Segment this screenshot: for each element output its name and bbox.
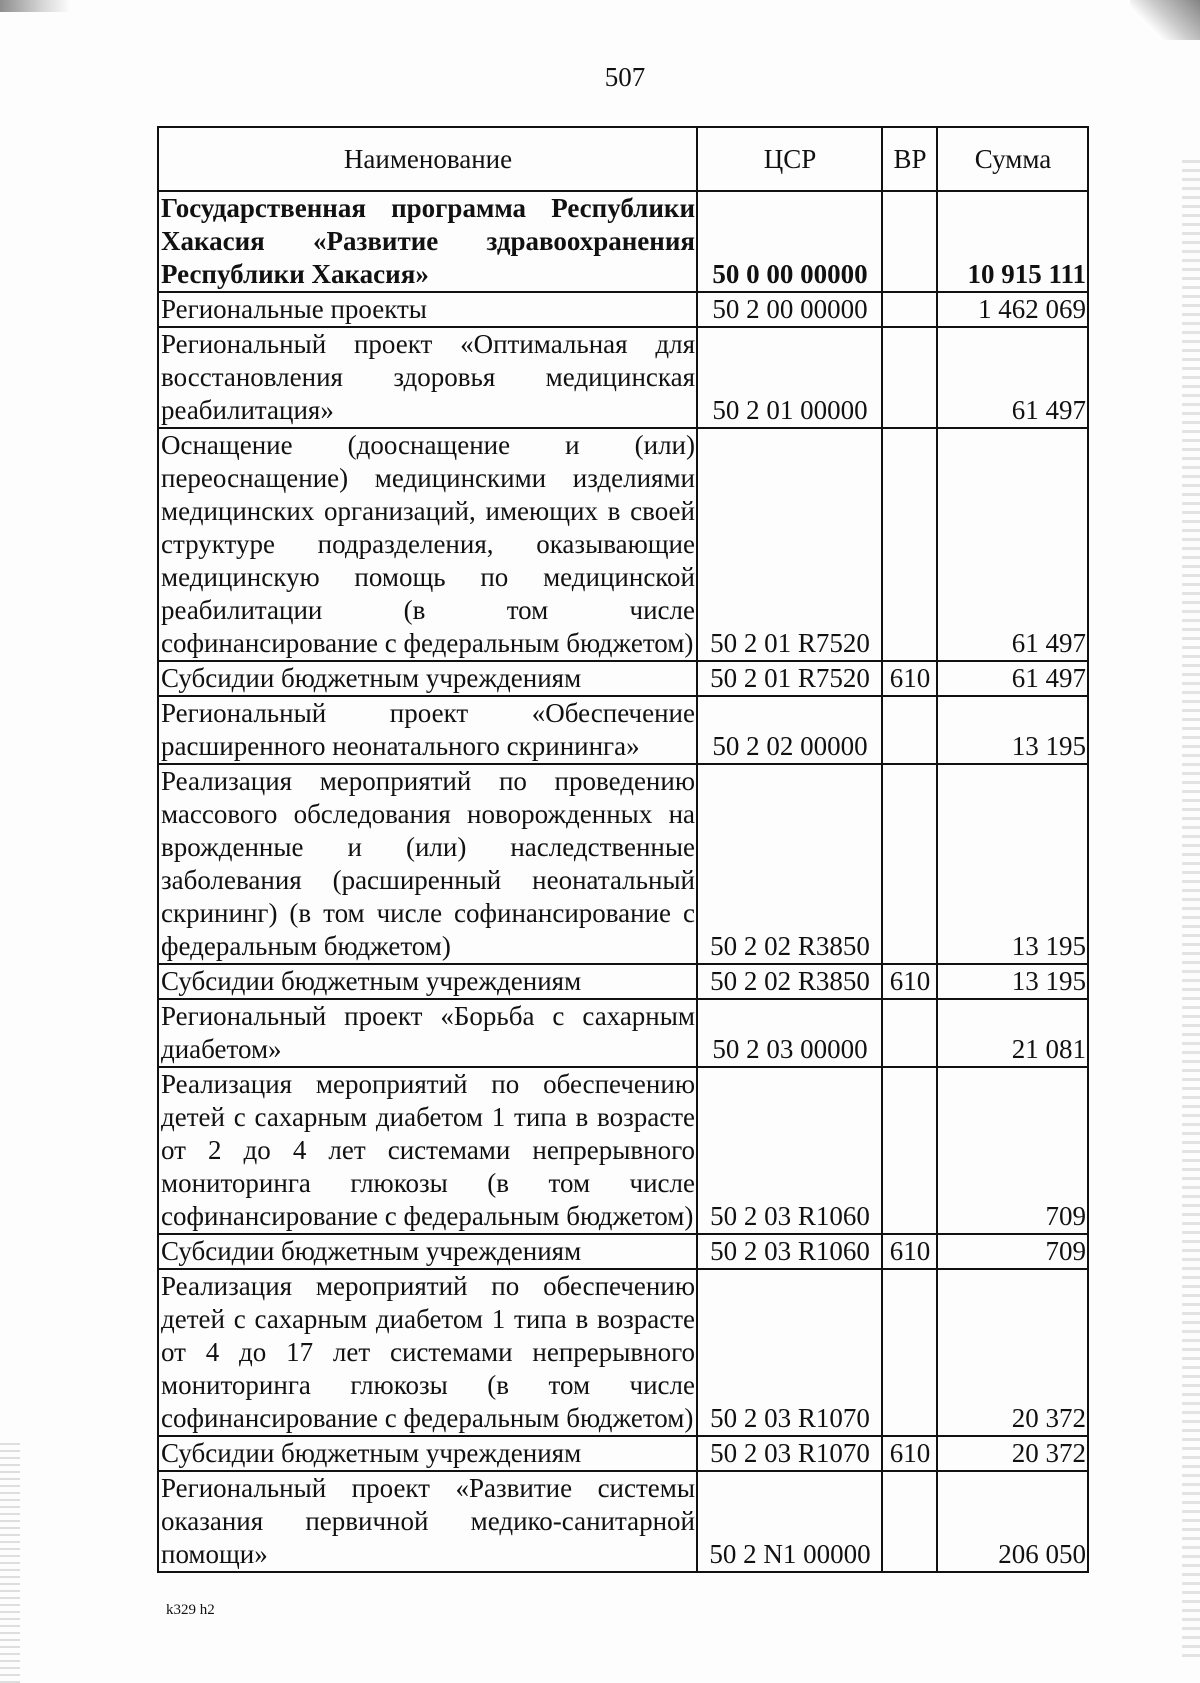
row-sum: 13 195 (937, 696, 1088, 764)
row-sum: 1 462 069 (937, 292, 1088, 327)
row-name: Субсидии бюджетным учреждениям (158, 1234, 697, 1269)
row-csr: 50 2 03 R1060 (697, 1067, 882, 1234)
row-name: Региональный проект «Борьба с сахарным диабетом» (158, 999, 697, 1067)
table-row (158, 1269, 1088, 1436)
row-name: Региональный проект «Оптимальная для восстановления здоровья медицинская реабилитация» (158, 327, 697, 428)
table-row (158, 964, 1088, 999)
row-csr: 50 2 03 R1060 (697, 1234, 882, 1269)
row-sum: 13 195 (937, 764, 1088, 964)
header-csr: ЦСР (697, 127, 882, 191)
row-sum: 20 372 (937, 1436, 1088, 1471)
row-vr (882, 1471, 937, 1572)
row-vr (882, 999, 937, 1067)
row-vr (882, 292, 937, 327)
row-sum: 61 497 (937, 428, 1088, 661)
row-name: Субсидии бюджетным учреждениям (158, 661, 697, 696)
row-sum: 61 497 (937, 327, 1088, 428)
row-sum: 21 081 (937, 999, 1088, 1067)
row-name: Субсидии бюджетным учреждениям (158, 964, 697, 999)
row-name: Региональный проект «Развитие системы оказания первичной медико-санитарной помощи» (158, 1471, 697, 1572)
row-csr: 50 2 02 R3850 (697, 964, 882, 999)
row-vr: 610 (882, 964, 937, 999)
row-sum: 10 915 111 (937, 191, 1088, 292)
row-sum: 61 497 (937, 661, 1088, 696)
row-csr: 50 0 00 00000 (697, 191, 882, 292)
table-row (158, 696, 1088, 764)
table-header (158, 127, 1088, 191)
footer-code: k329 h2 (166, 1602, 215, 1618)
row-sum: 709 (937, 1067, 1088, 1234)
row-csr: 50 2 01 00000 (697, 327, 882, 428)
header-vr: ВР (882, 127, 937, 191)
table-row (158, 1067, 1088, 1234)
table-row (158, 1436, 1088, 1471)
row-sum: 206 050 (937, 1471, 1088, 1572)
row-csr: 50 2 03 R1070 (697, 1436, 882, 1471)
row-vr (882, 191, 937, 292)
row-name: Региональные проекты (158, 292, 697, 327)
header-sum: Сумма (937, 127, 1088, 191)
page-number: 507 (604, 62, 646, 92)
row-vr: 610 (882, 661, 937, 696)
table-row (158, 428, 1088, 661)
scan-artifact-top-right (1130, 0, 1200, 40)
row-vr (882, 428, 937, 661)
table-row (158, 327, 1088, 428)
row-csr: 50 2 00 00000 (697, 292, 882, 327)
row-name: Государственная программа Республики Хакасия «Развитие здравоохранения Республики Хакасия» (158, 191, 697, 292)
row-name: Региональный проект «Обеспечение расширенного неонатального скрининга» (158, 696, 697, 764)
row-vr (882, 1269, 937, 1436)
table-row (158, 661, 1088, 696)
row-vr (882, 327, 937, 428)
table-row (158, 191, 1088, 292)
header-row (158, 127, 1088, 191)
row-vr: 610 (882, 1234, 937, 1269)
table-row (158, 1234, 1088, 1269)
table-row (158, 1471, 1088, 1572)
row-csr: 50 2 02 R3850 (697, 764, 882, 964)
table-row (158, 999, 1088, 1067)
row-vr (882, 1067, 937, 1234)
row-csr: 50 2 N1 00000 (697, 1471, 882, 1572)
row-sum: 709 (937, 1234, 1088, 1269)
scan-artifact-top-left (0, 0, 70, 12)
row-vr: 610 (882, 1436, 937, 1471)
row-csr: 50 2 03 00000 (697, 999, 882, 1067)
row-sum: 13 195 (937, 964, 1088, 999)
row-name: Субсидии бюджетным учреждениям (158, 1436, 697, 1471)
table-body (158, 191, 1088, 1572)
table-row (158, 764, 1088, 964)
budget-table (157, 126, 1089, 1573)
row-vr (882, 764, 937, 964)
row-name: Реализация мероприятий по обеспечению детей с сахарным диабетом 1 типа в возрасте от 4 до 17 лет системами непрерывного мониторинга глюкозы (в том числе софинансирование с федеральным бюджетом) (158, 1269, 697, 1436)
header-name: Наименование (158, 127, 697, 191)
scan-artifact-right-edge (1182, 160, 1200, 1660)
row-csr: 50 2 01 R7520 (697, 428, 882, 661)
row-sum: 20 372 (937, 1269, 1088, 1436)
table-row (158, 292, 1088, 327)
scan-artifact-left-edge (0, 1443, 20, 1683)
row-csr: 50 2 02 00000 (697, 696, 882, 764)
row-csr: 50 2 03 R1070 (697, 1269, 882, 1436)
row-vr (882, 696, 937, 764)
row-csr: 50 2 01 R7520 (697, 661, 882, 696)
row-name: Оснащение (дооснащение и (или) переоснащение) медицинскими изделиями медицинских организаций, имеющих в своей структуре подразделения, оказывающие медицинскую помощь по медицинской реабилитации (в том числе софинансирование с федеральным бюджетом) (158, 428, 697, 661)
row-name: Реализация мероприятий по проведению массового обследования новорожденных на врожденные и (или) наследственные заболевания (расширенный неонатальный скрининг) (в том числе софинансирование с федеральным бюджетом) (158, 764, 697, 964)
row-name: Реализация мероприятий по обеспечению детей с сахарным диабетом 1 типа в возрасте от 2 до 4 лет системами непрерывного мониторинга глюкозы (в том числе софинансирование с федеральным бюджетом) (158, 1067, 697, 1234)
